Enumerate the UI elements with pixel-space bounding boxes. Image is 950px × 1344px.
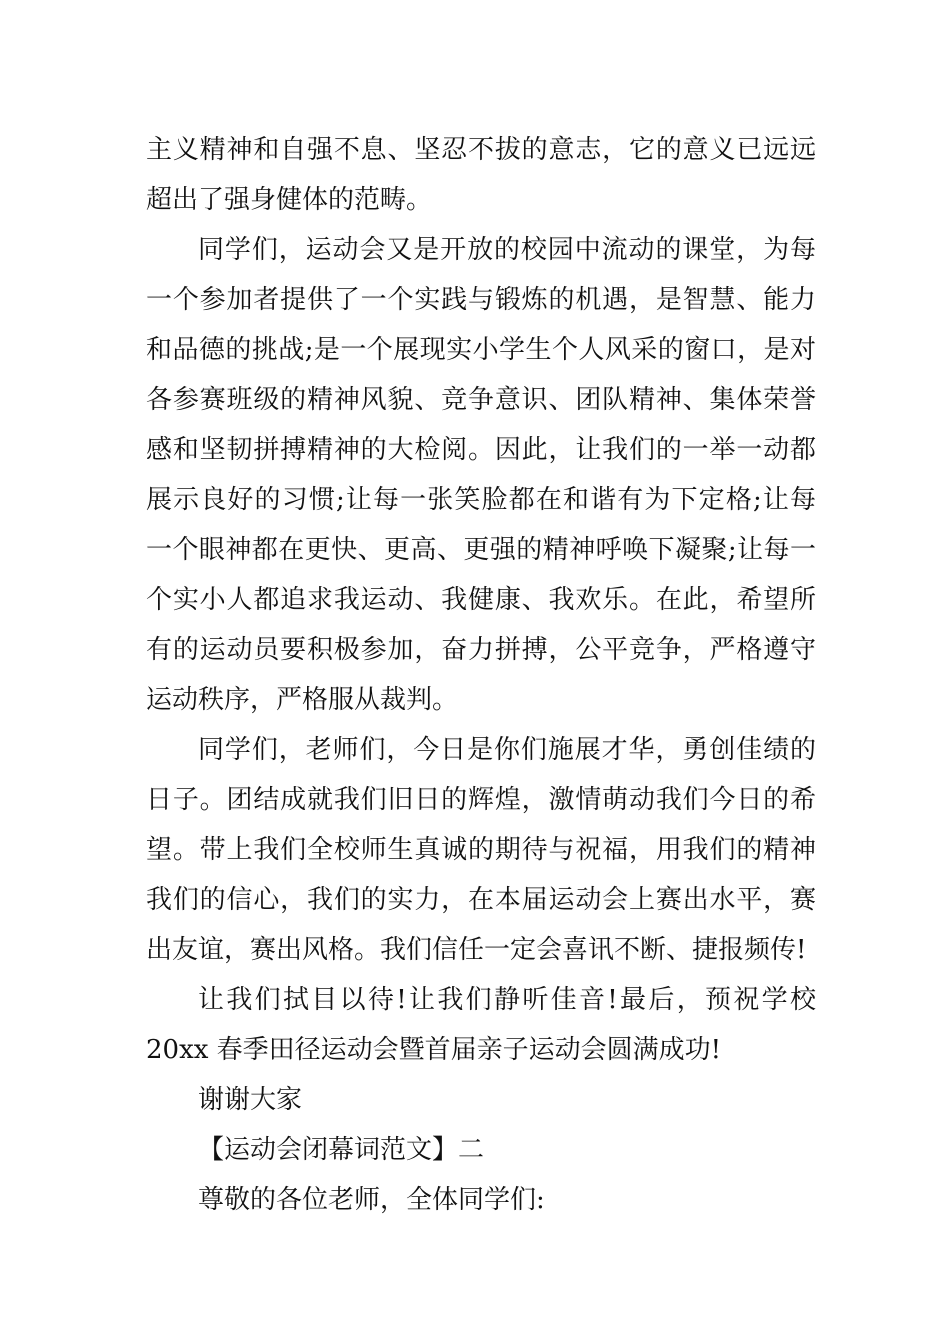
paragraph-line: 日子。团结成就我们旧日的辉煌，激情萌动我们今日的希 <box>146 785 816 815</box>
paragraph-line: 出友谊，赛出风格。我们信任一定会喜讯不断、捷报频传! <box>146 935 807 965</box>
paragraph-line: 我们的信心，我们的实力，在本届运动会上赛出水平，赛 <box>146 885 816 915</box>
paragraph-line: 个实小人都追求我运动、我健康、我欢乐。在此，希望所 <box>146 585 816 615</box>
paragraph-line: 和品德的挑战;是一个展现实小学生个人风采的窗口，是对 <box>146 335 816 365</box>
salutation: 尊敬的各位老师，全体同学们: <box>198 1185 545 1215</box>
paragraph-line: 让我们拭目以待!让我们静听佳音!最后，预祝学校 <box>198 985 816 1015</box>
paragraph-line: 同学们，运动会又是开放的校园中流动的课堂，为每 <box>198 235 816 265</box>
paragraph-line: 超出了强身健体的范畴。 <box>146 185 433 215</box>
paragraph-line: 同学们，老师们，今日是你们施展才华，勇创佳绩的 <box>198 735 816 765</box>
paragraph-line: 一个参加者提供了一个实践与锻炼的机遇，是智慧、能力 <box>146 285 816 315</box>
closing-thanks: 谢谢大家 <box>198 1085 303 1115</box>
paragraph-line: 主义精神和自强不息、坚忍不拔的意志，它的意义已远远 <box>146 135 816 165</box>
paragraph-line: 一个眼神都在更快、更高、更强的精神呼唤下凝聚;让每一 <box>146 535 816 565</box>
paragraph-line: 望。带上我们全校师生真诚的期待与祝福，用我们的精神 <box>146 835 816 865</box>
paragraph-line: 运动秩序，严格服从裁判。 <box>146 685 459 715</box>
section-heading: 【运动会闭幕词范文】二 <box>198 1135 485 1165</box>
paragraph-line: 各参赛班级的精神风貌、竞争意识、团队精神、集体荣誉 <box>146 385 816 415</box>
paragraph-line: 展示良好的习惯;让每一张笑脸都在和谐有为下定格;让每 <box>146 485 816 515</box>
paragraph-line: 20xx 春季田径运动会暨首届亲子运动会圆满成功! <box>146 1035 722 1065</box>
paragraph-line: 感和坚韧拼搏精神的大检阅。因此，让我们的一举一动都 <box>146 435 816 465</box>
paragraph-line: 有的运动员要积极参加，奋力拼搏，公平竞争，严格遵守 <box>146 635 816 665</box>
